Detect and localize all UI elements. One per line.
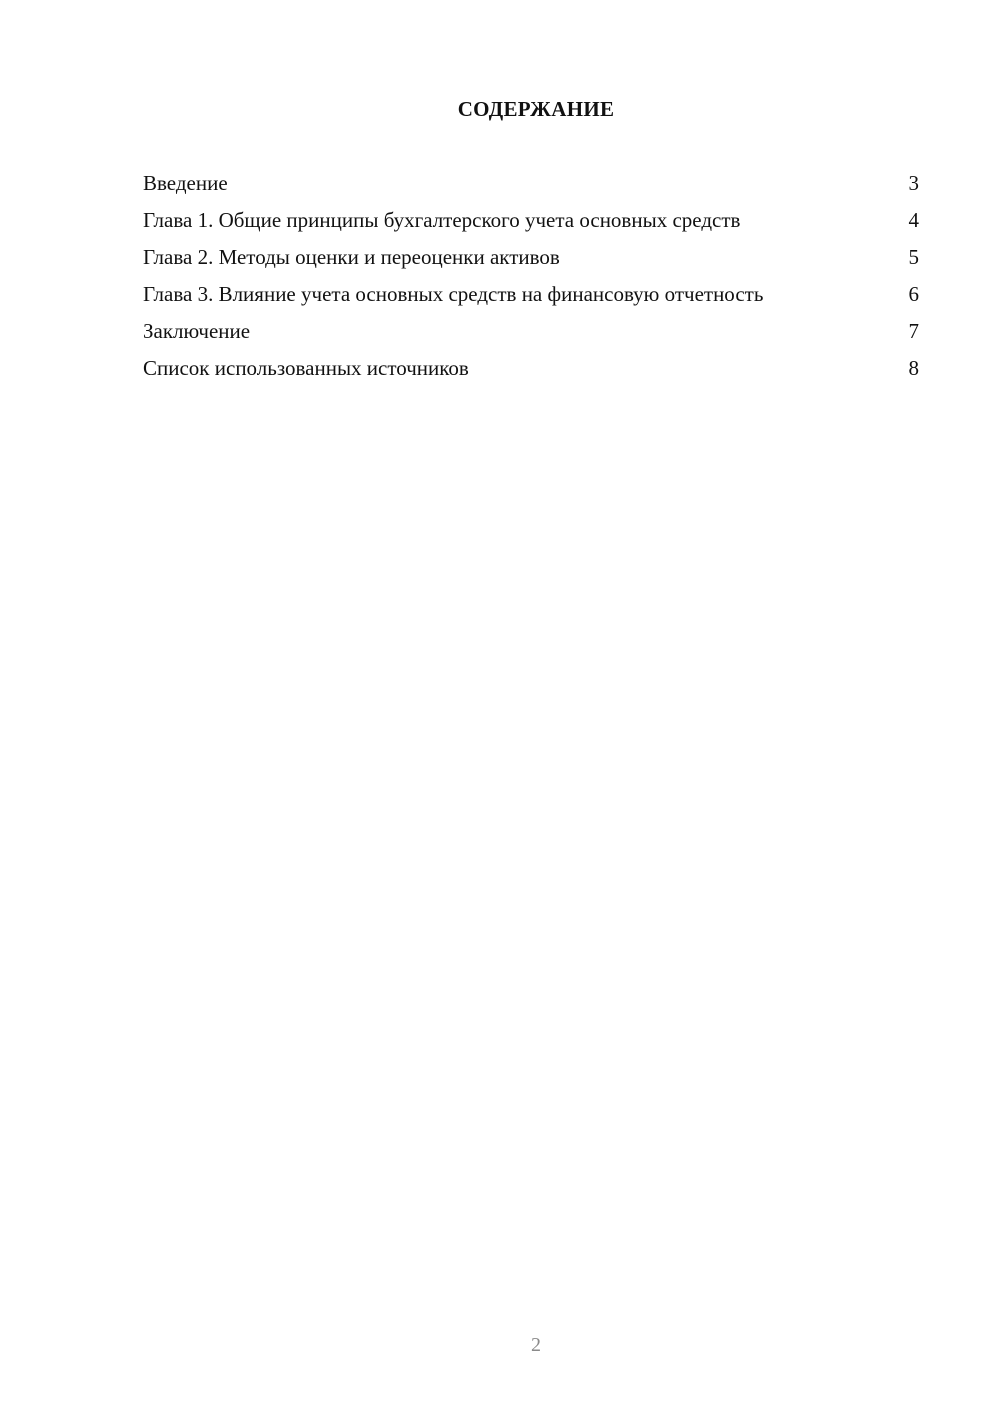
toc-entry-chapter-3[interactable] <box>143 281 919 308</box>
toc-entry-page: 5 <box>908 245 919 269</box>
toc-entry-introduction[interactable] <box>143 170 919 197</box>
toc-entry-title: Введение <box>143 171 228 195</box>
toc-entry-page: 4 <box>908 208 919 232</box>
toc-entry-page: 7 <box>908 319 919 343</box>
page-number: 2 <box>531 1334 541 1356</box>
toc-entry-title: Глава 2. Методы оценки и переоценки активов <box>143 245 560 269</box>
toc-entry-chapter-1[interactable] <box>143 207 919 234</box>
toc-entry-title: Заключение <box>143 319 251 343</box>
toc-entry-title: Глава 1. Общие принципы бухгалтерского учета основных средств <box>143 208 741 232</box>
toc-entry-chapter-2[interactable] <box>143 244 919 271</box>
toc-entry-page: 6 <box>908 282 919 306</box>
toc-entry-title: Глава 3. Влияние учета основных средств на финансовую отчетность <box>143 282 764 306</box>
toc-entry-conclusion[interactable] <box>143 318 919 345</box>
toc-entry-page: 8 <box>908 356 919 380</box>
toc-entry-references[interactable] <box>143 355 919 382</box>
toc-entry-title: Список использованных источников <box>143 356 469 380</box>
table-of-contents <box>143 170 919 392</box>
toc-entry-page: 3 <box>908 171 919 195</box>
toc-heading: СОДЕРЖАНИЕ <box>457 97 615 121</box>
